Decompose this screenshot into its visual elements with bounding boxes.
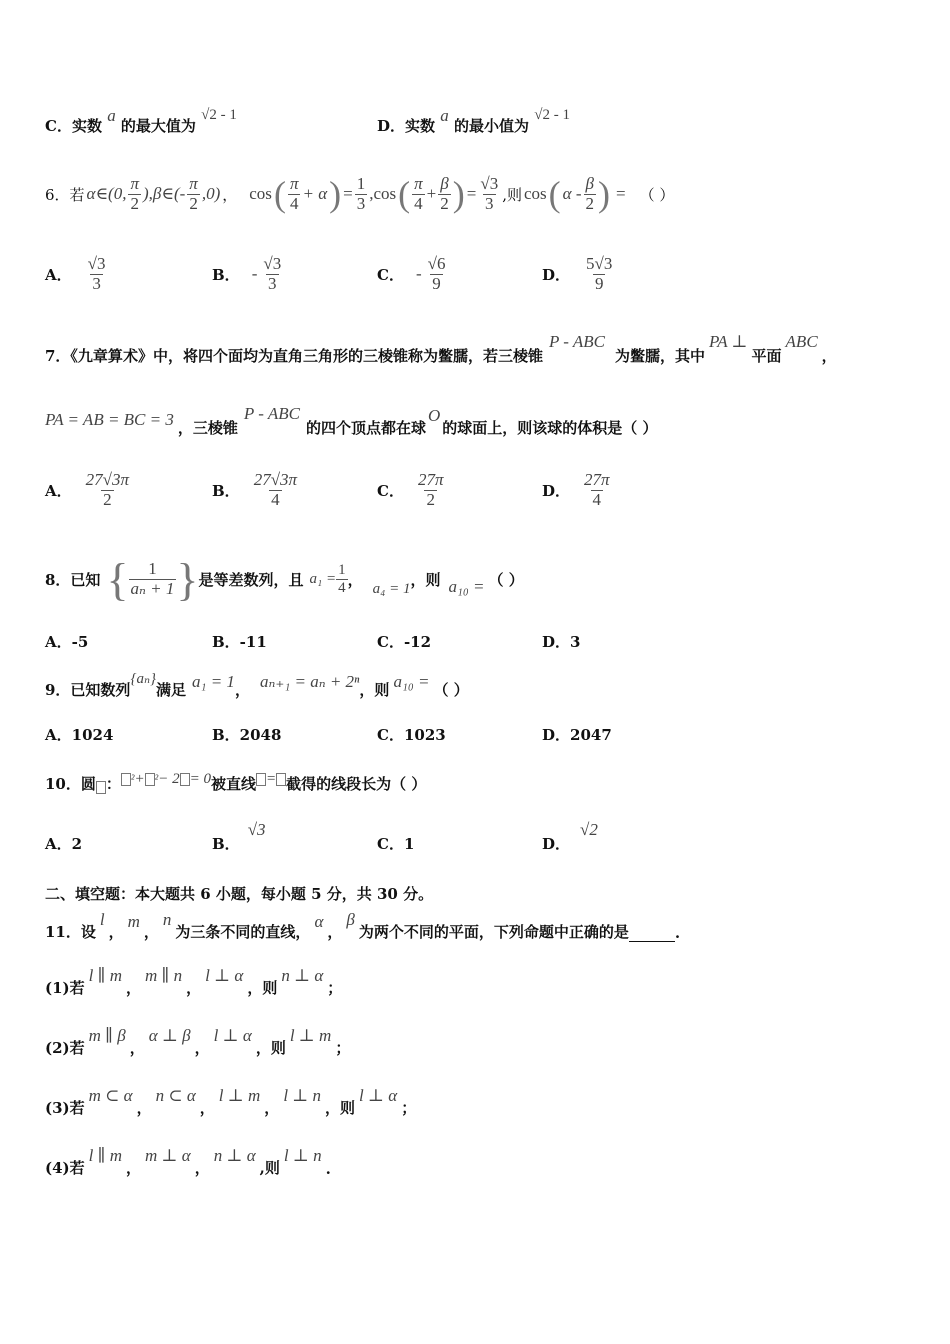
cond: m ∥ n [145, 966, 183, 985]
q9-option-c: C．1023 [377, 726, 446, 744]
frac-num: 1 [148, 558, 157, 578]
q11-m: m [127, 912, 140, 931]
q6-domain3: ,0) [201, 184, 221, 203]
frac-den: 4 [289, 193, 299, 213]
q6-cos2: ,cos [369, 184, 397, 203]
q8-option-a: A．-5 [45, 633, 89, 651]
frac-num: 1 [356, 173, 366, 193]
option-label: B． [212, 835, 240, 853]
frac-num: √3 [480, 173, 499, 193]
cond: l ⊥ α [205, 966, 244, 985]
q7-text-2b: 的四个顶点都在球 [305, 419, 426, 437]
q6-frac-pi-2b [187, 175, 200, 213]
q9-text2: ，则 [359, 681, 390, 699]
q7-option-a [45, 464, 131, 516]
q10-colon: ： [105, 775, 121, 793]
q11-beta: β [346, 910, 355, 929]
q11-n: n [162, 910, 172, 929]
option-label: B． [212, 481, 240, 500]
q7-line2 [45, 402, 657, 438]
frac-den: 4 [271, 489, 280, 509]
q6-domain1: α∈(0, [86, 184, 127, 203]
q6-rparen3: ) [598, 174, 610, 214]
q7-o: O [427, 406, 441, 425]
q11-text2: 为两个不同的平面，下列命题中正确的是 [358, 923, 629, 941]
missing-glyph-icon [96, 781, 106, 794]
frac-den: 9 [594, 273, 604, 293]
q9-option-d: D．2047 [542, 726, 612, 744]
q6-cos3: cos [523, 184, 547, 203]
frac-den: 2 [585, 193, 594, 213]
q11-number: 11．设 [45, 923, 96, 941]
result: l ⊥ α [359, 1086, 398, 1105]
q9-text1: 满足 [156, 681, 187, 699]
option-frac [261, 255, 283, 293]
frac-den: 4 [592, 489, 602, 509]
q6-option-a [45, 248, 107, 300]
option-frac [416, 471, 446, 509]
q5-d-value: √2 - 1 [534, 107, 570, 123]
option-frac [426, 255, 448, 293]
q8-frac-quarter [336, 562, 348, 596]
missing-glyph-icon [276, 773, 286, 786]
q6-lparen1: ( [273, 174, 286, 214]
frac-den: 9 [432, 273, 441, 293]
cond: m ⊂ α [88, 1086, 133, 1105]
then: ，则 [255, 1039, 286, 1057]
option-sign: - [251, 264, 258, 283]
q8-a10: a₁₀ = [448, 577, 485, 596]
q6-plus: + [426, 184, 437, 203]
option-frac [584, 255, 614, 293]
q6-option-b [212, 248, 283, 300]
q8-text2: ，则 [410, 570, 441, 589]
option-math: √3 [247, 820, 266, 839]
frac-den: 3 [268, 273, 277, 293]
q8-answer-blank: （ ） [488, 570, 524, 589]
q5-c-value: √2 - 1 [201, 107, 237, 123]
frac-num: 5√3 [586, 253, 613, 273]
item-label: (1)若 [45, 979, 85, 997]
frac-den: 2 [440, 193, 449, 213]
q8-a4: a₄ = 1 [372, 580, 411, 597]
frac-num: 27√3π [253, 469, 298, 489]
q9-a10: a₁₀ = [393, 672, 430, 691]
q11-item-4: (4)若 l ∥ m ， m ⊥ α ， n ⊥ α ,则 l ⊥ n . [45, 1146, 331, 1178]
q11-item-1: (1)若 l ∥ m ， m ∥ n ， l ⊥ α ，则 n ⊥ α ； [45, 966, 343, 997]
q6-frac-pi-2a [128, 175, 141, 213]
q6-then: ,则 [502, 185, 522, 204]
option-sign: - [415, 264, 422, 283]
section-title: 二、填空题：本大题共 6 小题，每小题 5 分，共 30 分。 [45, 885, 434, 903]
frac-num: π [289, 173, 299, 193]
q5-c-text: 的最大值为 [120, 117, 196, 135]
missing-glyph-icon [256, 773, 266, 786]
q7-option-d [542, 464, 612, 516]
q9-stem [45, 664, 469, 700]
q6-domain2: ),β∈(- [143, 184, 186, 203]
cond: n ⊥ α [213, 1146, 256, 1165]
q9-option-b: B．2048 [212, 726, 282, 744]
q5-option-d [377, 106, 570, 136]
q10-text1: 被直线 [210, 775, 256, 793]
missing-glyph-icon [180, 773, 190, 786]
q7-p-abc-2: P - ABC [243, 404, 300, 423]
frac-num: 1 [338, 562, 346, 578]
q6-number: 6．若 [45, 185, 85, 204]
q6-lparen2: ( [398, 174, 411, 214]
option-label: D． [542, 265, 571, 284]
q11-end: . [674, 924, 681, 942]
q6-frac-pi-4a [288, 175, 301, 213]
cond: l ⊥ α [213, 1026, 252, 1045]
q10-option-b [212, 820, 266, 854]
end: ； [401, 1099, 417, 1117]
q8-option-b: B．-11 [212, 633, 267, 651]
q6-comma: ， [222, 185, 238, 204]
then: ,则 [259, 1159, 280, 1177]
frac-den: 2 [189, 193, 198, 213]
op: = [266, 771, 277, 787]
op: − 2 [158, 771, 180, 787]
q7-text-1d: ， [821, 347, 837, 365]
q6-rparen1: ) [329, 174, 342, 214]
result: l ⊥ m [289, 1026, 332, 1045]
frac-den: 4 [338, 579, 346, 596]
sup: ² [130, 772, 135, 786]
frac-den: 3 [92, 273, 101, 293]
q9-option-a: A．1024 [45, 726, 114, 744]
q7-line1 [45, 330, 837, 366]
q6-alpha-minus: α - [562, 184, 582, 203]
q6-answer-blank: （ ） [639, 185, 675, 204]
q7-text-1c: 平面 [751, 347, 782, 365]
end: ； [327, 979, 343, 997]
frac-num: 27π [417, 469, 444, 489]
q10-option-d [542, 820, 598, 854]
q7-text-1a: 7．《九章算术》中，将四个面均为直角三角形的三棱锥称为鳖臑，若三棱锥 [45, 347, 543, 365]
op: = 0 [189, 771, 211, 787]
end: . [325, 1160, 331, 1178]
item-label: (4)若 [45, 1159, 85, 1177]
q8-lbrace: { [106, 553, 129, 605]
q9-a1: a₁ = 1 [192, 672, 235, 691]
item-label: (3)若 [45, 1099, 85, 1117]
q8-stem [45, 548, 524, 610]
option-frac [86, 255, 108, 293]
q7-text-2a: ，三棱锥 [177, 419, 238, 437]
option-frac [252, 471, 299, 509]
sup: ² [154, 772, 159, 786]
q11-l: l [99, 910, 105, 929]
q11-text1: 为三条不同的直线， [175, 923, 311, 941]
frac-num: π [189, 173, 198, 193]
q5-d-label: D．实数 [377, 117, 436, 135]
q6-cos1: cos [249, 184, 272, 203]
q8-option-c: C．-12 [377, 633, 432, 651]
q7-equalities: PA = AB = BC = 3 [45, 410, 174, 429]
cond: m ⊥ α [145, 1146, 191, 1165]
q8-rbrace: } [176, 553, 199, 605]
q5-d-var: a [440, 106, 449, 125]
q9-recurrence: aₙ₊₁ = aₙ + 2ⁿ [259, 672, 360, 691]
q10-option-c: C．1 [377, 835, 415, 853]
cond: l ⊥ m [218, 1086, 261, 1105]
q11-item-3: (3)若 m ⊂ α ， n ⊂ α ， l ⊥ m ， l ⊥ n ，则 l ⊥ α ； [45, 1086, 417, 1117]
frac-den: 3 [356, 193, 366, 213]
cond: α ⊥ β [148, 1026, 191, 1045]
q7-pa-perp: PA ⊥ [709, 332, 748, 351]
frac-num: √3 [87, 253, 106, 273]
q8-a1: a₁ = [309, 570, 337, 587]
q10-number: 10．圆 [45, 775, 96, 793]
then: ，则 [325, 1099, 356, 1117]
option-label: A． [45, 481, 72, 500]
q6-frac-sqrt3-3 [478, 175, 500, 213]
option-label: B． [212, 265, 240, 284]
q7-text-2c: 的球面上，则该球的体积是（ ） [442, 419, 658, 437]
q10-text2: 截得的线段长为（ ） [286, 775, 427, 793]
q7-p-abc: P - ABC [548, 332, 605, 351]
option-label: A． [45, 265, 72, 284]
q6-eq3: = [616, 184, 626, 203]
frac-num: 27√3π [85, 469, 129, 489]
frac-num: √6 [427, 253, 446, 273]
q11-alpha: α [314, 912, 324, 931]
q6-lparen3: ( [548, 174, 561, 214]
result: l ⊥ n [283, 1146, 322, 1165]
q10-line-eq [256, 771, 286, 788]
op: + [134, 771, 145, 787]
q7-abc: ABC [785, 332, 818, 351]
q6-rparen2: ) [452, 174, 465, 214]
q11-answer-blank[interactable] [629, 941, 675, 942]
missing-glyph-icon [145, 773, 155, 786]
then: ，则 [247, 979, 278, 997]
frac-den: 3 [485, 193, 494, 213]
q7-text-1b: 为鳖臑，其中 [615, 347, 706, 365]
option-label: C． [377, 265, 404, 284]
q6-frac-pi-4b [412, 175, 425, 213]
q9-sequence: {aₙ} [130, 671, 157, 687]
option-frac [582, 471, 612, 509]
q6-frac-beta-2b [584, 175, 597, 213]
missing-glyph-icon [121, 773, 131, 786]
q8-text1: 是等差数列，且 [198, 570, 304, 589]
q10-stem [45, 760, 426, 794]
item-label: (2)若 [45, 1039, 85, 1057]
frac-den: 4 [414, 193, 423, 213]
q7-option-c [377, 464, 445, 516]
frac-num: √3 [263, 253, 282, 273]
frac-num: π [130, 173, 139, 193]
option-frac [84, 471, 131, 509]
frac-num: β [440, 173, 449, 193]
q8-frac-1-an1 [129, 560, 177, 598]
q5-option-c [45, 106, 237, 136]
result: n ⊥ α [281, 966, 324, 985]
cond: l ∥ m [88, 1146, 122, 1165]
option-label: D． [542, 835, 571, 853]
frac-den: 2 [103, 489, 112, 509]
q9-comma: ， [234, 681, 250, 699]
frac-num: β [585, 173, 594, 193]
q8-number: 8．已知 [45, 570, 101, 589]
q6-frac-1-3 [355, 175, 368, 213]
q5-c-var: a [107, 106, 116, 125]
option-label: D． [542, 481, 571, 500]
cond: l ∥ m [88, 966, 122, 985]
end: ； [335, 1039, 351, 1057]
q6-option-d [542, 248, 614, 300]
q7-option-b [212, 464, 299, 516]
frac-den: 2 [426, 489, 435, 509]
cond: l ⊥ n [283, 1086, 322, 1105]
frac-den: aₙ + 1 [130, 578, 175, 598]
cond: n ⊂ α [155, 1086, 196, 1105]
q8-comma: ， [347, 570, 363, 589]
q6-stem [45, 166, 674, 222]
q6-eq1: = [343, 184, 353, 203]
frac-num: 27π [584, 469, 610, 489]
cond: m ∥ β [88, 1026, 126, 1045]
option-label: C． [377, 481, 404, 500]
q10-circle-eq [121, 771, 211, 788]
q5-c-label: C．实数 [45, 117, 102, 135]
q8-option-d: D．3 [542, 633, 581, 651]
q6-eq2: = [466, 184, 477, 203]
frac-num: π [414, 173, 423, 193]
q11-item-2: (2)若 m ∥ β ， α ⊥ β ， l ⊥ α ，则 l ⊥ m ； [45, 1026, 351, 1057]
q11-stem: 11．设 l ， m ， n 为三条不同的直线， α ， β 为两个不同的平面，下列命题中正确的是 . [45, 910, 681, 942]
q6-plus-alpha: + α [302, 184, 328, 203]
q10-option-a: A．2 [45, 835, 83, 853]
q9-number: 9．已知数列 [45, 681, 131, 699]
q9-answer-blank: （ ） [433, 681, 469, 699]
q5-d-text: 的最小值为 [453, 117, 529, 135]
q6-option-c [377, 248, 447, 300]
option-math: √2 [580, 820, 598, 839]
frac-den: 2 [130, 193, 139, 213]
q6-frac-beta-2a [438, 175, 451, 213]
